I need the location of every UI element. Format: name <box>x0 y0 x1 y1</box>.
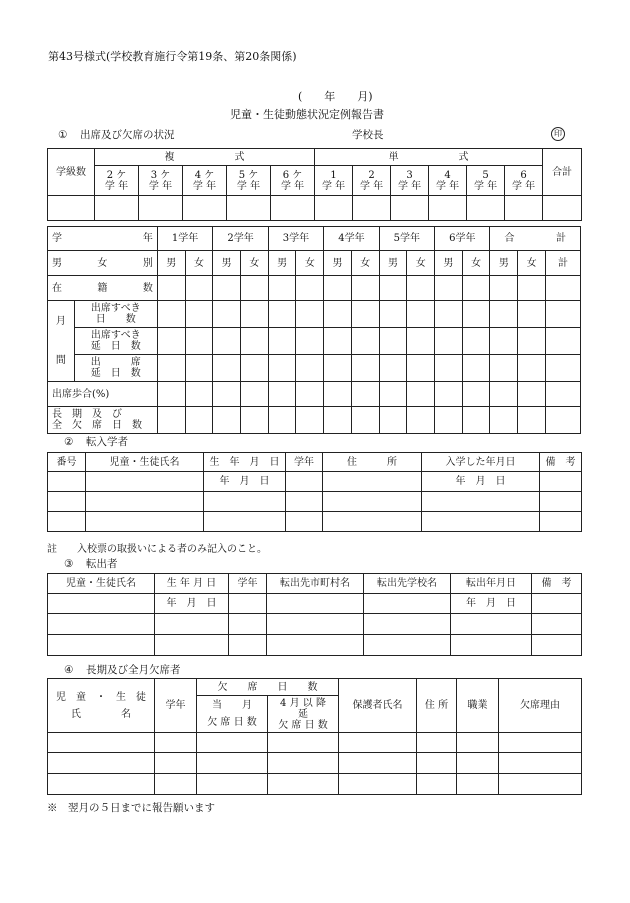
birthdate-placeholder[interactable]: 年 月 日 <box>204 472 286 492</box>
class-count-entry-row <box>48 196 582 221</box>
birthdate-placeholder[interactable]: 年 月 日 <box>155 594 229 614</box>
seal-icon: 印 <box>551 127 565 141</box>
table-row <box>48 472 582 492</box>
table-row <box>48 774 582 795</box>
col-address: 住 所 <box>417 679 457 733</box>
footer-note: ※ 翌月の５日までに報告願います <box>47 802 215 814</box>
col-destination-school: 転出先学校名 <box>364 574 451 594</box>
present-total-label: 出 席 延 日 数 <box>74 355 157 382</box>
combined-col-4: 4 ケ 学 年 <box>183 166 227 196</box>
form-number: 第43号様式(学校教育施行令第19条、第20条関係) <box>48 50 297 63</box>
male-1: 男 <box>157 251 185 276</box>
col-current-month: 当 月 欠 席 日 数 <box>197 696 268 733</box>
table-row <box>48 733 582 753</box>
table-row <box>48 614 582 635</box>
class-total-header: 合計 <box>543 149 582 196</box>
transfer-in-note: 註 入校票の取扱いによる者のみ記入のこと。 <box>47 544 267 555</box>
document-title: 児童・生徒動態状況定例報告書 <box>230 108 384 121</box>
enrolled-label: 在 籍 数 <box>48 276 158 301</box>
col-remarks: 備 考 <box>540 453 582 472</box>
female-5: 女 <box>407 251 435 276</box>
col-destination-city: 転出先市町村名 <box>267 574 364 594</box>
sex-header-row <box>48 251 581 276</box>
section2-number: ② <box>64 436 74 448</box>
attendance-rate-row <box>48 382 581 407</box>
long-absence-table <box>47 678 582 795</box>
table-row <box>48 594 582 614</box>
col-number: 番号 <box>48 453 86 472</box>
female-1: 女 <box>185 251 213 276</box>
class-count-table <box>47 148 582 221</box>
month-label: 月 間 <box>48 301 75 382</box>
single-col-6: 6 学 年 <box>505 166 543 196</box>
col-address: 住 所 <box>323 453 422 472</box>
single-col-1: 1 学 年 <box>315 166 353 196</box>
col-grade: 学年 <box>229 574 267 594</box>
section1-number: ① <box>58 129 68 141</box>
absence-days-row <box>48 407 581 434</box>
grade-2: 2学年 <box>213 227 268 251</box>
absence-days-label: 長 期 及 び 全 欠 席 日 数 <box>48 407 158 434</box>
table-row <box>48 635 582 656</box>
single-class-header: 単 式 <box>315 149 543 166</box>
male-4: 男 <box>324 251 352 276</box>
single-col-4: 4 学 年 <box>429 166 467 196</box>
col-student-name: 児童・生徒氏名 <box>48 574 155 594</box>
combined-col-3: 3 ケ 学 年 <box>139 166 183 196</box>
transfer-in-header-row <box>48 453 582 472</box>
section4-title: 長期及び全月欠席者 <box>86 664 181 676</box>
col-absence-reason: 欠席理由 <box>499 679 582 733</box>
female-6: 女 <box>462 251 490 276</box>
female-total: 女 <box>518 251 546 276</box>
seal-mark <box>551 127 565 141</box>
combined-col-2: 2 ケ 学 年 <box>95 166 139 196</box>
grade-5: 5学年 <box>379 227 434 251</box>
female-3: 女 <box>296 251 324 276</box>
combined-col-6: 6 ケ 学 年 <box>271 166 315 196</box>
col-birthdate: 生 年 月 日 <box>155 574 229 594</box>
section4-heading <box>64 662 181 677</box>
table-row <box>48 512 582 532</box>
table-row <box>48 753 582 774</box>
enrolled-row <box>48 276 581 301</box>
male-2: 男 <box>213 251 241 276</box>
single-col-2: 2 学 年 <box>353 166 391 196</box>
transfer-out-table <box>47 573 582 656</box>
absence-header-row-1 <box>48 679 582 696</box>
attend-days-row <box>48 301 581 328</box>
col-guardian: 保護者氏名 <box>339 679 417 733</box>
single-col-3: 3 学 年 <box>391 166 429 196</box>
male-total: 男 <box>490 251 518 276</box>
grade-columns-row <box>48 166 582 196</box>
entry-date-placeholder[interactable]: 年 月 日 <box>422 472 540 492</box>
col-absence-days: 欠 席 日 数 <box>197 679 339 696</box>
grade-label: 学 年 <box>48 227 158 251</box>
grade-header-row <box>48 227 581 251</box>
section3-number: ③ <box>64 558 74 570</box>
section1-heading <box>58 127 175 142</box>
attendance-table <box>47 226 581 434</box>
sex-total: 計 <box>545 251 580 276</box>
section3-heading <box>64 556 118 571</box>
report-period: ( 年 月) <box>298 90 373 103</box>
col-birthdate: 生 年 月 日 <box>204 453 286 472</box>
female-4: 女 <box>351 251 379 276</box>
male-3: 男 <box>268 251 296 276</box>
female-2: 女 <box>241 251 269 276</box>
attend-total-label: 出席すべき 延 日 数 <box>74 328 157 355</box>
single-col-5: 5 学 年 <box>467 166 505 196</box>
attend-days-label: 出席すべき 日 数 <box>74 301 157 328</box>
col-since-april: 4 月 以 降 延 欠 席 日 数 <box>268 696 339 733</box>
col-occupation: 職業 <box>457 679 499 733</box>
col-student-name: 児 童 ・ 生 徒 氏 名 <box>48 679 155 733</box>
attendance-rate-label: 出席歩合(%) <box>48 382 158 407</box>
principal-label: 学校長 <box>352 129 384 141</box>
grade-6: 6学年 <box>435 227 490 251</box>
combined-class-header: 複 式 <box>95 149 315 166</box>
combined-col-5: 5 ケ 学 年 <box>227 166 271 196</box>
col-grade: 学年 <box>286 453 323 472</box>
male-5: 男 <box>379 251 407 276</box>
class-count-header: 学級数 <box>48 149 95 196</box>
table-row <box>48 492 582 512</box>
col-remarks: 備 考 <box>532 574 582 594</box>
sex-label: 男 女 別 <box>48 251 158 276</box>
section2-heading <box>64 434 128 449</box>
col-student-name: 児童・生徒氏名 <box>86 453 204 472</box>
grade-total: 合 計 <box>490 227 581 251</box>
grade-1: 1学年 <box>157 227 212 251</box>
section3-title: 転出者 <box>86 558 118 570</box>
section2-title: 転入学者 <box>86 436 128 448</box>
col-transfer-date: 転出年月日 <box>451 574 532 594</box>
male-6: 男 <box>435 251 463 276</box>
attend-total-row <box>48 328 581 355</box>
transfer-date-placeholder[interactable]: 年 月 日 <box>451 594 532 614</box>
present-total-row <box>48 355 581 382</box>
grade-4: 4学年 <box>324 227 379 251</box>
col-grade: 学年 <box>155 679 197 733</box>
col-entry-date: 入学した年月日 <box>422 453 540 472</box>
section1-title: 出席及び欠席の状況 <box>80 129 175 141</box>
transfer-out-header-row <box>48 574 582 594</box>
grade-3: 3学年 <box>268 227 323 251</box>
transfer-in-table <box>47 452 582 532</box>
section4-number: ④ <box>64 664 74 676</box>
